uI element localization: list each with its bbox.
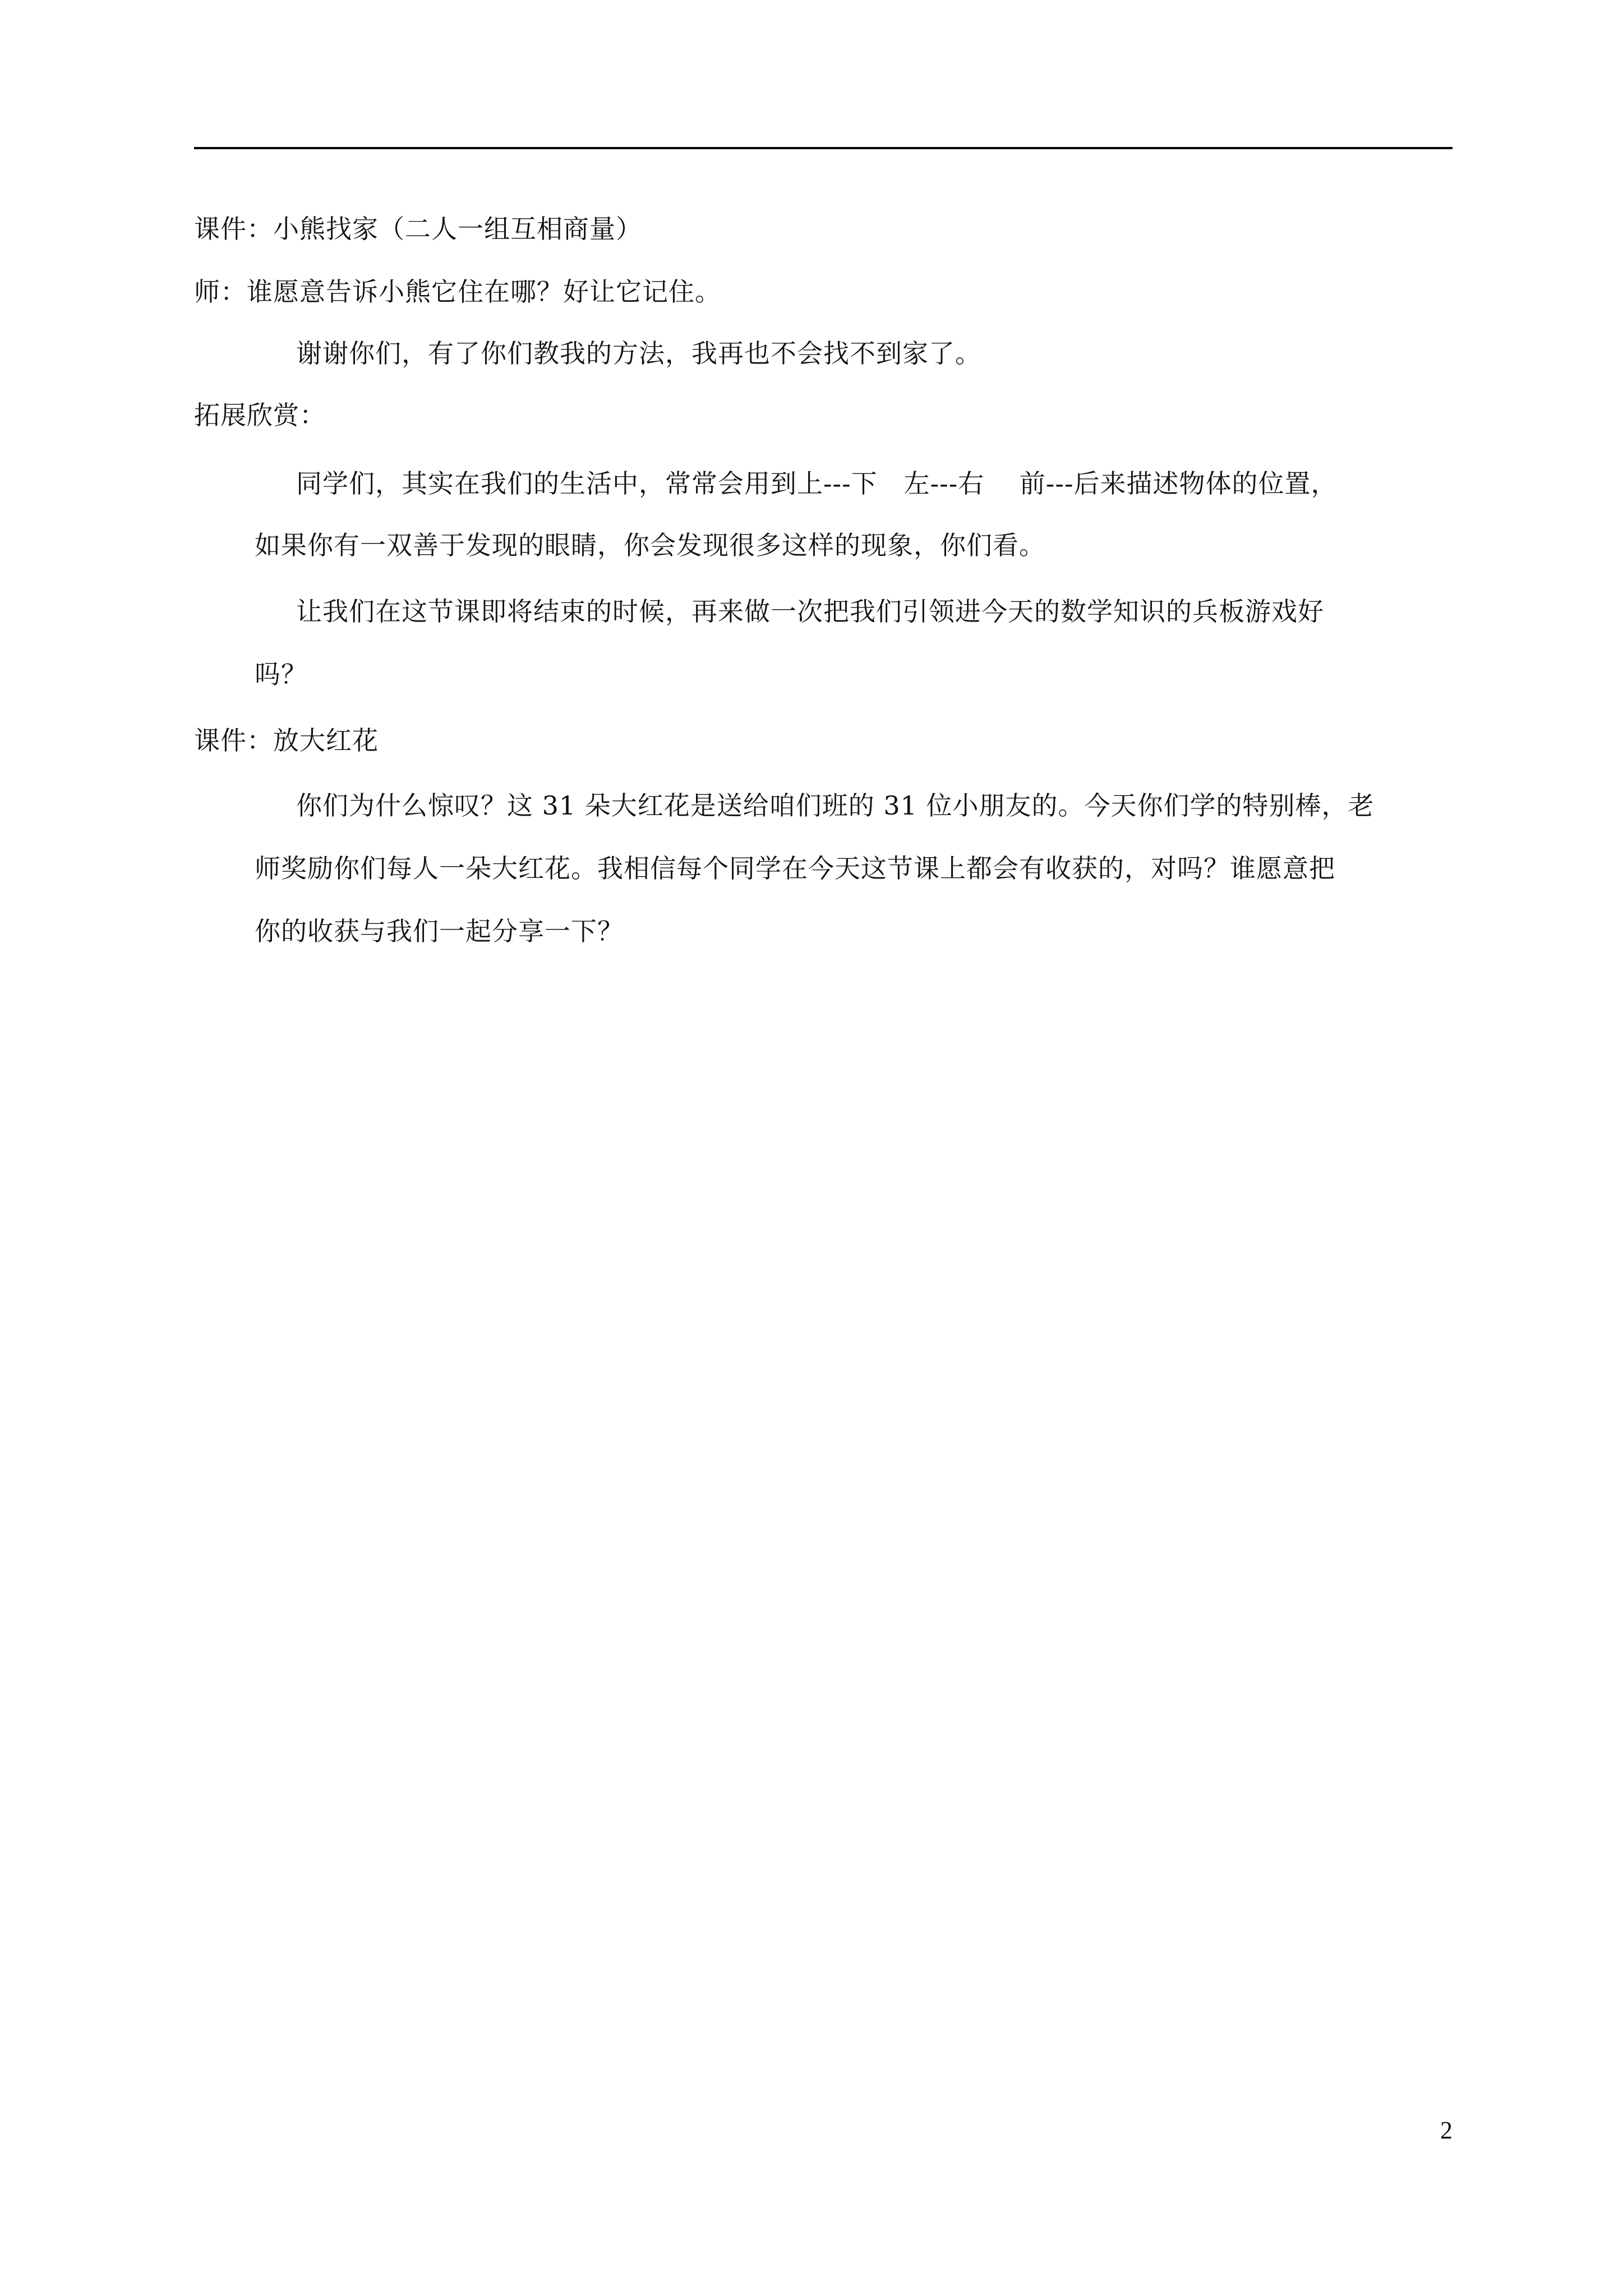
text-line-courseware-bear: 课件：小熊找家（二人一组互相商量）	[194, 214, 642, 244]
text-line-flower-1: 你们为什么惊叹？这 31 朵大红花是送给咱们班的 31 位小朋友的。今天你们学的特别棒，老	[296, 790, 1375, 821]
text-line-game-intro: 让我们在这节课即将结束的时候，再来做一次把我们引领进今天的数学知识的兵板游戏好	[296, 596, 1324, 627]
text-line-flower-3: 你的收获与我们一起分享一下？	[255, 916, 624, 946]
text-line-extension-heading: 拓展欣赏：	[194, 400, 326, 430]
text-line-teacher-question: 师：谁愿意告诉小熊它住在哪？好让它记住。	[194, 277, 721, 307]
text-line-thanks: 谢谢你们，有了你们教我的方法，我再也不会找不到家了。	[296, 338, 981, 369]
header-rule	[194, 147, 1453, 149]
text-line-position-intro: 同学们，其实在我们的生活中，常常会用到上---下 左---右 前---后来描述物体的位置，	[296, 468, 1338, 499]
text-line-courseware-flower: 课件：放大红花	[194, 725, 379, 756]
text-line-position-cont: 如果你有一双善于发现的眼睛，你会发现很多这样的现象，你们看。	[255, 530, 1045, 560]
text-line-flower-2: 师奖励你们每人一朵大红花。我相信每个同学在今天这节课上都会有收获的，对吗？谁愿意把	[255, 853, 1335, 884]
page-number: 2	[1440, 2116, 1453, 2144]
text-line-game-cont: 吗？	[255, 659, 307, 689]
